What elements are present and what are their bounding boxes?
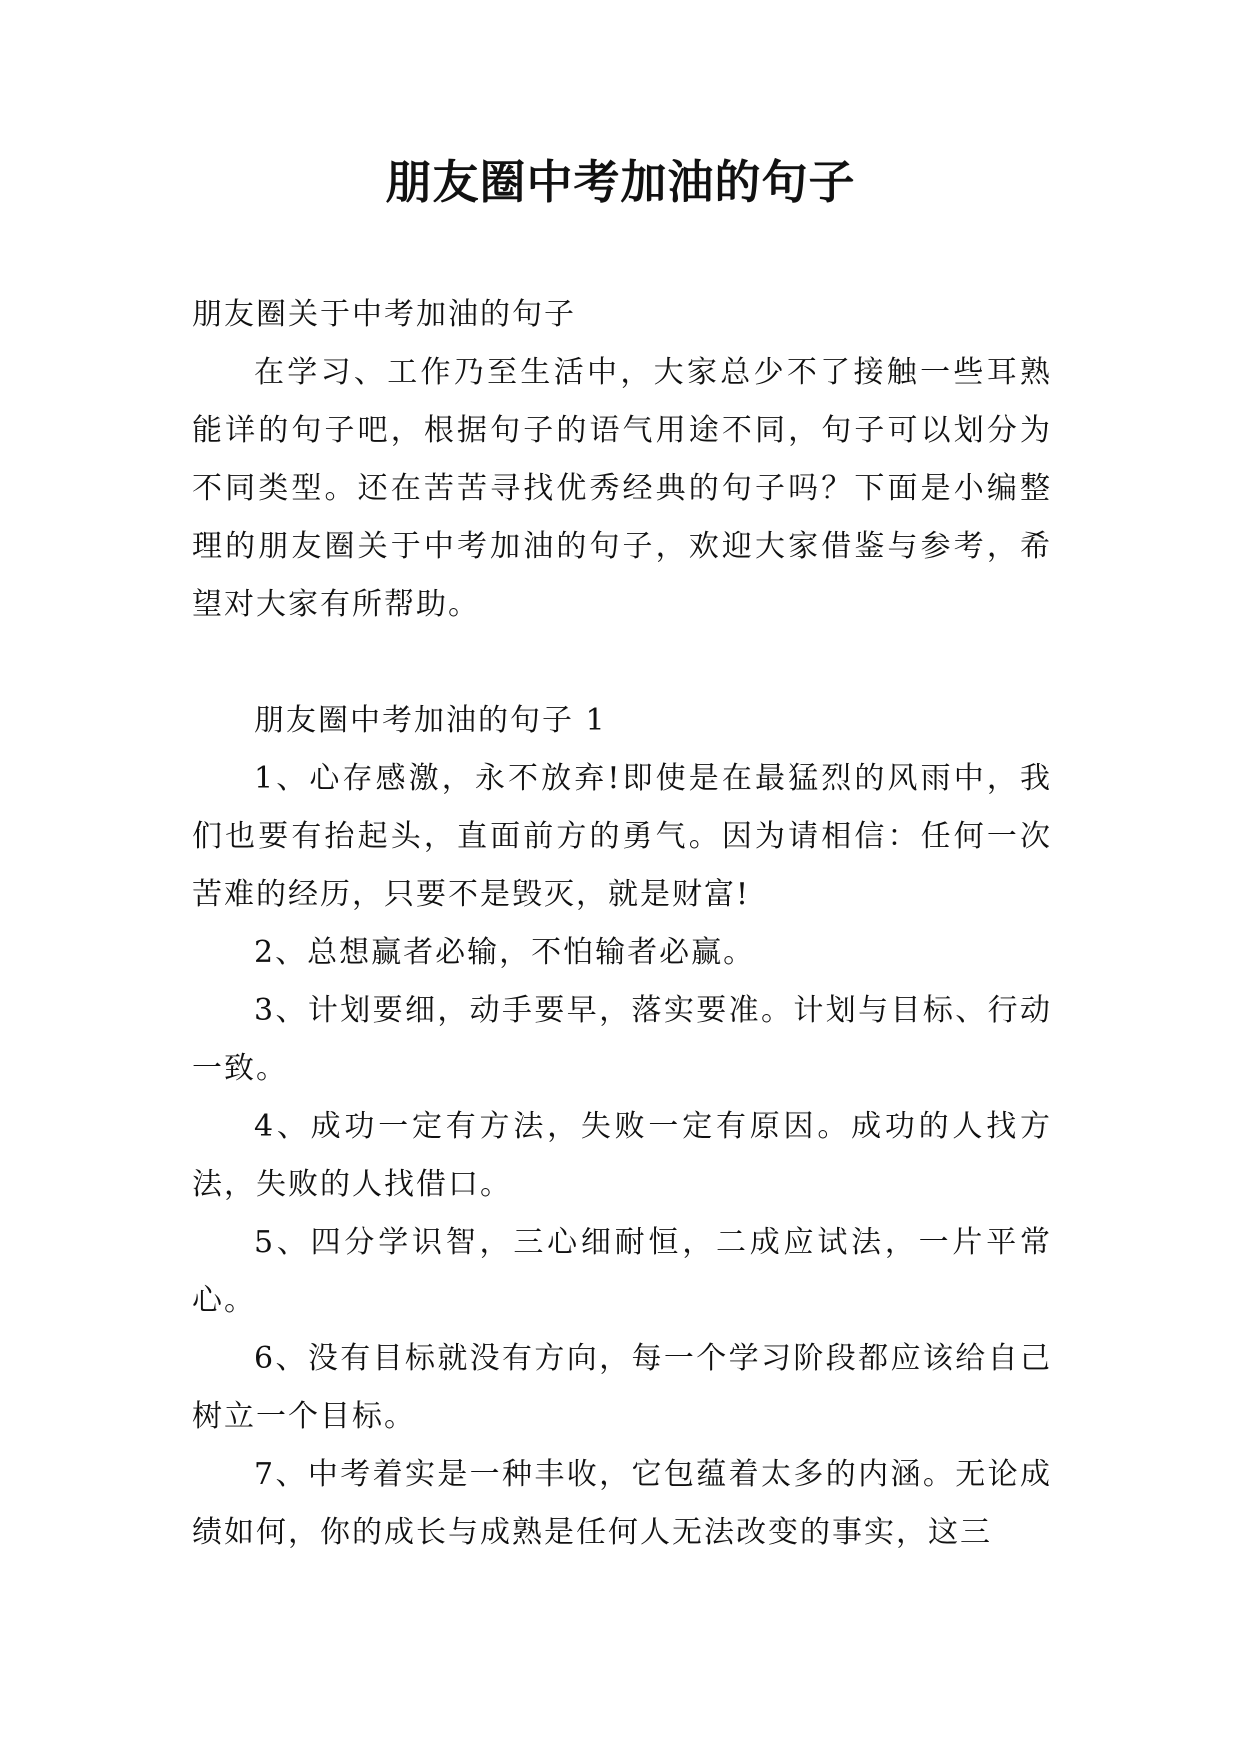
list-item: 3、计划要细，动手要早，落实要准。计划与目标、行动一致。	[192, 993, 1052, 1086]
list-item: 6、没有目标就没有方向，每一个学习阶段都应该给自己树立一个目标。	[192, 1341, 1052, 1434]
intro-paragraph: 在学习、工作乃至生活中，大家总少不了接触一些耳熟能详的句子吧，根据句子的语气用途不同，句子可以划分为不同类型。还在苦苦寻找优秀经典的句子吗？下面是小编整理的朋友圈关于中考加油的句子，欢迎大家借鉴与参考，希望对大家有所帮助。	[192, 355, 1052, 622]
document-body	[192, 286, 1052, 1562]
list-item: 4、成功一定有方法，失败一定有原因。成功的人找方法，失败的人找借口。	[192, 1109, 1052, 1202]
paragraph-gap	[192, 634, 1052, 692]
list-item: 5、四分学识智，三心细耐恒，二成应试法，一片平常心。	[192, 1225, 1052, 1318]
document-title: 朋友圈中考加油的句子	[385, 155, 856, 209]
section-heading: 朋友圈中考加油的句子 1	[254, 703, 607, 738]
list-item: 1、心存感激，永不放弃!即使是在最猛烈的风雨中，我们也要有抬起头，直面前方的勇气。因为请相信：任何一次苦难的经历，只要不是毁灭，就是财富!	[192, 761, 1052, 912]
list-item: 2、总想赢者必输，不怕输者必赢。	[254, 935, 756, 970]
document-subtitle: 朋友圈关于中考加油的句子	[192, 297, 576, 332]
list-item: 7、中考着实是一种丰收，它包蕴着太多的内涵。无论成绩如何，你的成长与成熟是任何人无法改变的事实，这三	[192, 1457, 1052, 1550]
